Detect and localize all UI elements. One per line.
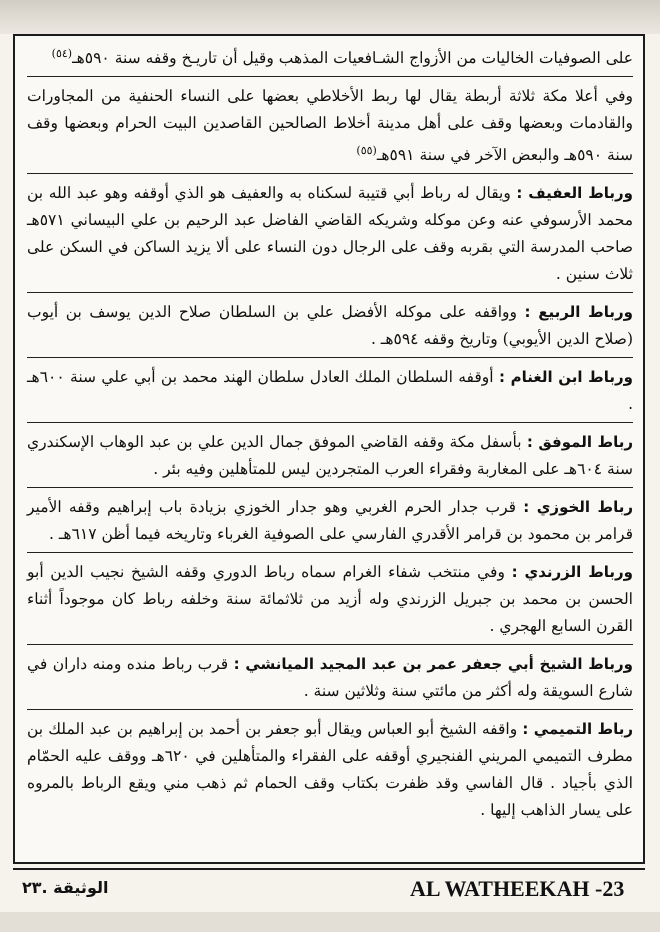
entry-text: بأسفل مكة وقفه القاضي الموفق جمال الدين علي بن عبد الوهاب الإسكندري سنة ٦٠٤هـ على المغاربة وفقراء العرب المتجردين ليس للمتأهلين وفيه بئر . (27, 433, 633, 479)
entry-heading: ورباط الربيع : (524, 303, 633, 322)
entry-text: وفي منتخب شفاء الغرام سماه رباط الدوري وقفه الشيخ نجيب الدين أبو الحسن بن محمد بن جبريل الزرندي وله أزيد من ثلاثمائة سنة وخلفه رباط كان موجوداً أثناء القرن السابع الهجري . (27, 563, 633, 636)
separator-rule (27, 422, 633, 423)
entry-mayanshi (27, 651, 633, 705)
separator-rule (27, 487, 633, 488)
entry-heading: ورباط الزرندي : (511, 563, 633, 582)
entry-heading: رباط التميمي : (522, 720, 633, 739)
footer-rule (13, 868, 645, 870)
entry-text: قرب رباط منده ومنه داران في شارع السويقة وله أكثر من مائتي سنة وثلاثين سنة . (27, 655, 633, 701)
footnote-ref-55: (٥٥) (356, 144, 377, 158)
entry-text: قرب جدار الحرم الغربي وهو جدار الخوزي بزيادة باب إبراهيم وقفه الأمير قرامر بن محمود بن قرامر الأقدري الفارسي على الصوفية الغرباء وتاريخه فيما أظن ٦١٧هـ . (27, 498, 633, 544)
paragraph-2: وفي أعلا مكة ثلاثة أربطة يقال لها ربط الأخلاطي بعضها على النساء الحنفية من المجاورات والقادمات وبعضها وقف على أهل مدينة أخلاط الصالحين القاصدين البيت الحرام وبعضها وقف سنة ٥٩٠هـ والبعض الآخر في سنة ٥٩١هـ$^{(٥٥)}$ (27, 87, 633, 165)
page-number-arabic: الوثيقة .٢٣ (22, 878, 109, 897)
entry-text: وواقفه على موكله الأفضل علي بن السلطان صلاح الدين يوسف بن أيوب (صلاح الدين الأيوبي) وتاريخ وقفه ٥٩٤هـ . (27, 303, 633, 349)
entry-rabi (27, 299, 633, 353)
journal-footer: AL WATHEEKAH -23 (410, 876, 625, 901)
entry-text: ويقال له رباط أبي قتيبة لسكناه به والعفيف هو الذي أوقفه وهو عبد الله بن محمد الأرسوفي عنه وعن موكله وشريكه القاضي الفاضل عبد الرحيم بن علي البيساني ٥٧١هـ صاحب المدرسة التي بقربه وقف على الرجال دون النساء على ألا يزيد الساكن في السكن على ثلاث سنين . (27, 184, 633, 284)
footnote-ref-54: (٥٤) (51, 47, 73, 60)
entry-muwaffaq (27, 429, 633, 483)
scan-top-edge (0, 0, 660, 34)
entry-khawzi (27, 494, 633, 548)
separator-rule (27, 709, 633, 710)
scan-bottom-edge (0, 912, 660, 932)
entry-heading: ورباط ابن الغنام : (498, 368, 633, 387)
entry-heading: رباط الموفق : (526, 433, 634, 452)
separator-rule (27, 292, 633, 293)
entry-heading: رباط الخوزي : (523, 498, 633, 517)
body-text (27, 40, 633, 828)
entry-text: واقفه الشيخ أبو العباس ويقال أبو جعفر بن أحمد بن إبراهيم بن عبد الملك بن مطرف التميمي المريني الفنجيري أوقفه على الفقراء والمتأهلين في ٦٢٠هـ ووقف عليه الحمّام الذي بأجياد . قال الفاسي وقد ظفرت بكتاب وقف الحمام ثم ذهب مني ويقع الرباط بالمروه على يسار الذاهب إليها . (27, 720, 633, 820)
separator-rule (27, 173, 633, 174)
separator-rule (27, 552, 633, 553)
separator-rule (27, 357, 633, 358)
separator-rule (27, 76, 633, 77)
entry-afif (27, 180, 633, 288)
separator-rule (27, 644, 633, 645)
entry-ghannam (27, 364, 633, 418)
paragraph-1: على الصوفيات الخاليات من الأزواج الشـافعيات المذهب وقيل أن تاريـخ وقفه سنة ٥٩٠هـ$^{(٥٤)}$ (51, 47, 633, 68)
entry-heading: ورباط العفيف : (516, 184, 633, 203)
entry-heading: ورباط الشيخ أبي جعفر عمر بن عبد المجيد الميانشي : (233, 655, 633, 674)
entry-zarandi (27, 559, 633, 640)
entry-text: أوقفه السلطان الملك العادل سلطان الهند محمد بن أبي علي سنة ٦٠٠هـ . (27, 368, 633, 414)
entry-tamimi (27, 716, 633, 824)
